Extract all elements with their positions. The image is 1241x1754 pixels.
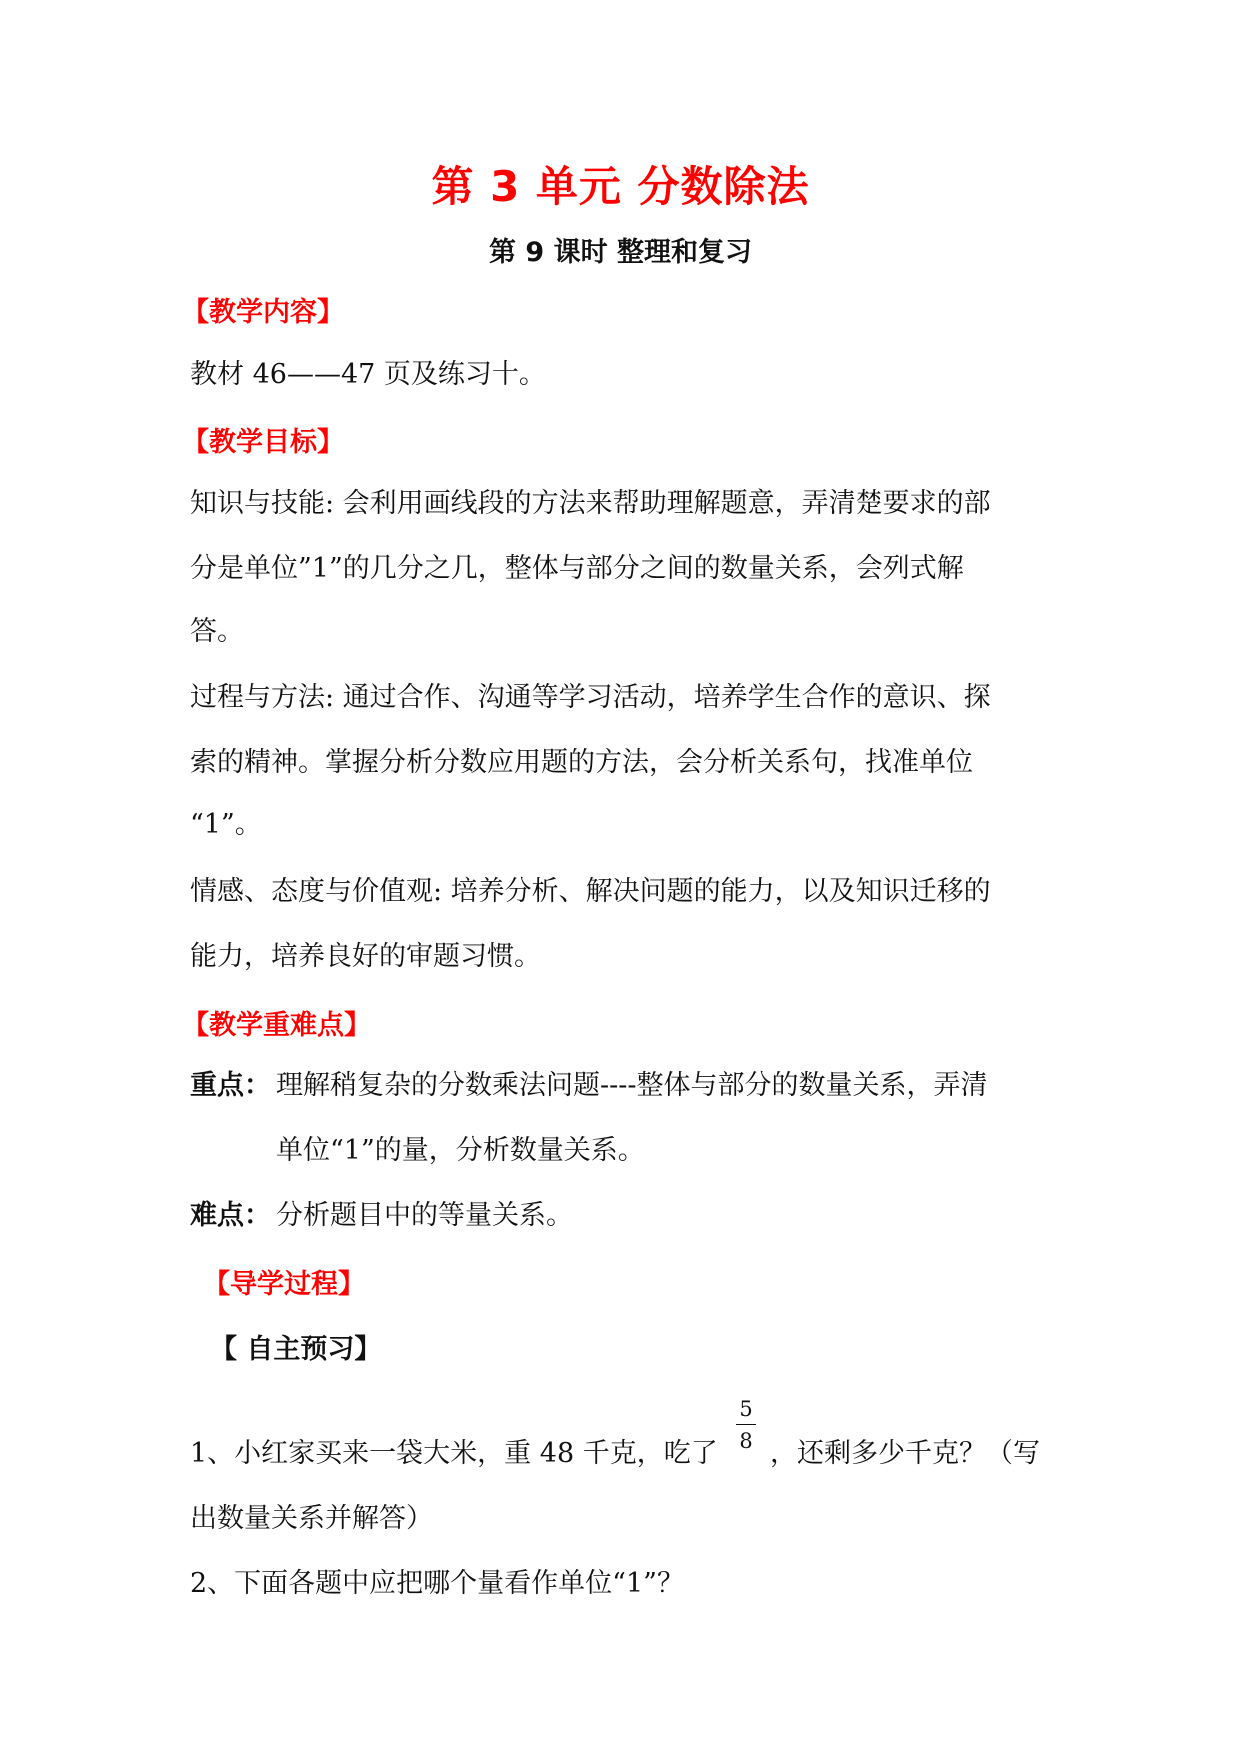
goals-line: 索的精神。掌握分析分数应用题的方法，会分析关系句，找准单位 [190,747,973,778]
difficulty-text: 分析题目中的等量关系。 [276,1200,573,1231]
goals-line: 分是单位”1”的几分之几，整体与部分之间的数量关系，会列式解 [190,553,964,584]
unit-title: 第 3 单元 分数除法 [431,162,810,211]
content-heading: 【教学内容】 [182,297,344,328]
lesson-subtitle: 第 9 课时 整理和复习 [489,237,752,268]
goals-line: 情感、态度与价值观: 培养分析、解决问题的能力，以及知识迁移的 [190,876,991,907]
question-1-text-cont: ，还剩多少千克？（写 [770,1438,1040,1469]
question-2-text: 2、下面各题中应把哪个量看作单位“1”？ [190,1568,684,1599]
key-text: 理解稍复杂的分数乘法问题----整体与部分的数量关系，弄清 [276,1070,988,1101]
content-text: 教材 46——47 页及练习十。 [190,359,546,390]
key-heading: 【教学重难点】 [182,1010,371,1041]
fraction-bar [736,1424,756,1425]
key-label: 重点： [190,1070,271,1101]
goals-line: 知识与技能: 会利用画线段的方法来帮助理解题意，弄清楚要求的部 [190,488,991,519]
process-heading: 【导学过程】 [203,1269,365,1300]
goals-line: 能力，培养良好的审题习惯。 [190,941,541,972]
key-text: 单位“1”的量，分析数量关系。 [276,1135,645,1166]
fraction [735,1398,757,1452]
fraction-numerator: 5 [739,1397,753,1421]
goals-line: 过程与方法: 通过合作、沟通等学习活动，培养学生合作的意识、探 [190,682,991,713]
preview-heading: 【 自主预习】 [210,1334,382,1365]
fraction-denominator: 8 [739,1429,753,1453]
question-1-text: 1、小红家买来一袋大米，重 48 千克，吃了 [190,1438,718,1469]
goals-line: “1”。 [190,809,262,840]
goals-line: 答。 [190,616,244,647]
question-1-line2: 出数量关系并解答） [190,1503,433,1534]
difficulty-label: 难点： [190,1200,271,1231]
goals-heading: 【教学目标】 [182,427,344,458]
